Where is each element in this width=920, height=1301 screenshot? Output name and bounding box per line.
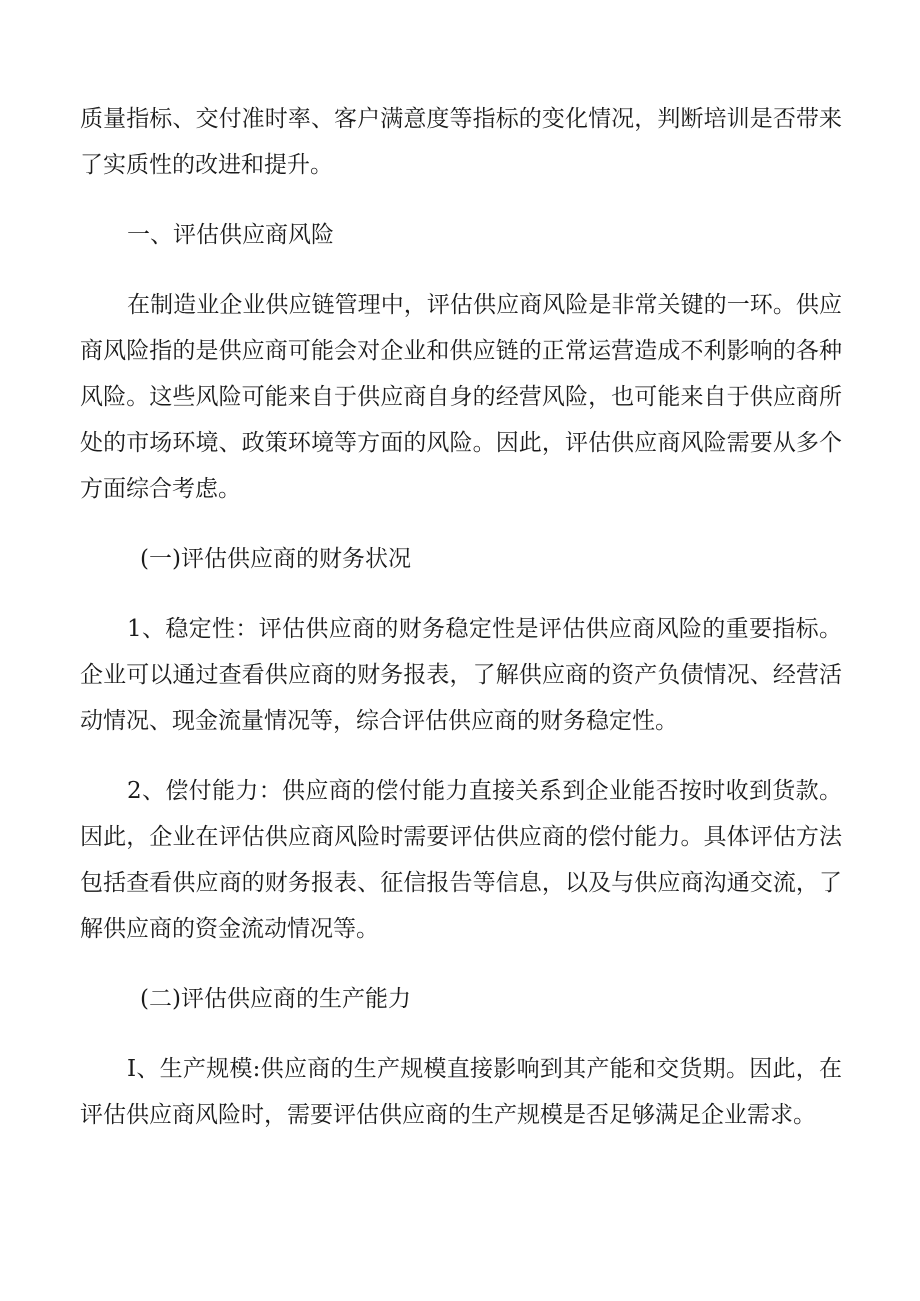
paragraph-supplier-risk: 在制造业企业供应链管理中，评估供应商风险是非常关键的一环。供应商风险指的是供应商可能会对企业和供应链的正常运营造成不利影响的各种风险。这些风险可能来自于供应商自身的经营风险，也可能来自于供应商所处的市场环境、政策环境等方面的风险。因此，评估供应商风险需要从多个方面综合考虑。 bbox=[80, 292, 842, 502]
document-page bbox=[80, 96, 842, 1138]
section-heading-supplier-risk: 一、评估供应商风险 bbox=[127, 222, 334, 248]
paragraph-production-scale: I、生产规模:供应商的生产规模直接影响到其产能和交货期。因此，在评估供应商风险时，需要评估供应商的生产规模是否足够满足企业需求。 bbox=[80, 1056, 842, 1128]
subsection-heading-production: (二)评估供应商的生产能力 bbox=[140, 986, 411, 1012]
paragraph-intro: 质量指标、交付准时率、客户满意度等指标的变化情况，判断培训是否带来了实质性的改进和提升。 bbox=[80, 106, 842, 178]
paragraph-solvency: 2、偿付能力：供应商的偿付能力直接关系到企业能否按时收到货款。因此，企业在评估供应商风险时需要评估供应商的偿付能力。具体评估方法包括查看供应商的财务报表、征信报告等信息，以及与供应商沟通交流，了解供应商的资金流动情况等。 bbox=[80, 778, 842, 942]
paragraph-stability: 1、稳定性：评估供应商的财务稳定性是评估供应商风险的重要指标。企业可以通过查看供应商的财务报表，了解供应商的资产负债情况、经营活动情况、现金流量情况等，综合评估供应商的财务稳定性。 bbox=[80, 616, 842, 734]
subsection-heading-financial: (一)评估供应商的财务状况 bbox=[140, 546, 411, 572]
